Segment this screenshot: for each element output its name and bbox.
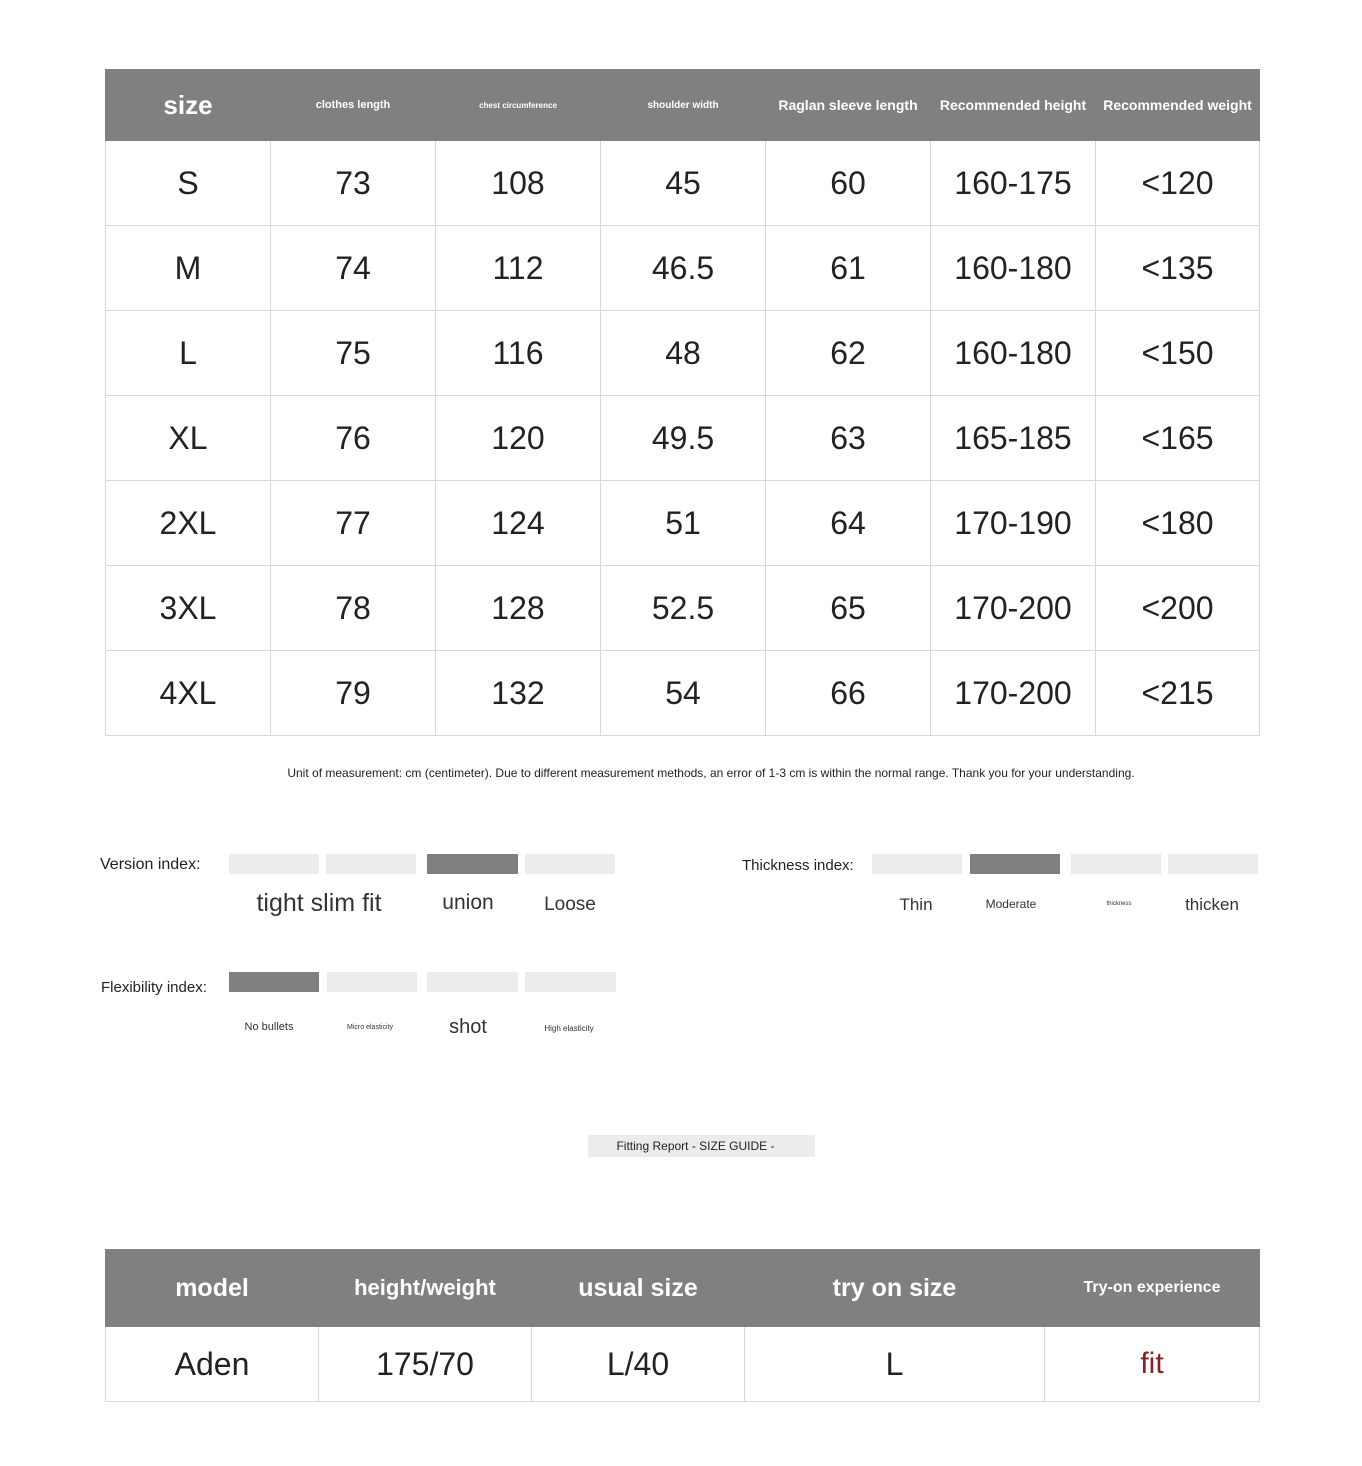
size-chart-header-row bbox=[106, 70, 1260, 141]
cell: 66 bbox=[766, 651, 931, 736]
header-size: size bbox=[106, 70, 271, 141]
version-level-3-bar bbox=[427, 854, 518, 874]
fitting-report-title-text: Fitting Report - SIZE GUIDE - bbox=[616, 1139, 775, 1153]
thickness-index-label: Thickness index: bbox=[742, 857, 854, 874]
cell: 60 bbox=[766, 141, 931, 226]
cell: 64 bbox=[766, 481, 931, 566]
cell: 76 bbox=[271, 396, 436, 481]
header-try-on-size: try on size bbox=[745, 1250, 1045, 1327]
measurement-note: Unit of measurement: cm (centimeter). Due to different measurement methods, an error of 1-3 cm is within the normal range. Thank you for your understanding. bbox=[287, 766, 1135, 780]
header-recommended-height: Recommended height bbox=[931, 70, 1096, 141]
table-row bbox=[106, 311, 1260, 396]
flexibility-option-micro-elasticity: Micro elasticity bbox=[347, 1024, 393, 1031]
cell: <200 bbox=[1096, 566, 1260, 651]
cell: 49.5 bbox=[601, 396, 766, 481]
table-row bbox=[106, 226, 1260, 311]
cell: <165 bbox=[1096, 396, 1260, 481]
thickness-option-thickness: thickness bbox=[1106, 901, 1132, 907]
thickness-level-2-bar bbox=[970, 854, 1060, 874]
cell: 128 bbox=[436, 566, 601, 651]
version-level-1-bar bbox=[229, 854, 319, 874]
cell: 51 bbox=[601, 481, 766, 566]
flexibility-level-2-bar bbox=[327, 972, 417, 992]
version-option-loose: Loose bbox=[544, 894, 596, 915]
cell: 170-200 bbox=[931, 566, 1096, 651]
cell: 132 bbox=[436, 651, 601, 736]
header-chest-circumference: chest circumference bbox=[436, 70, 601, 141]
thickness-level-4-bar bbox=[1168, 854, 1258, 874]
flexibility-level-3-bar bbox=[427, 972, 518, 992]
cell: 79 bbox=[271, 651, 436, 736]
version-index-label: Version index: bbox=[100, 856, 201, 873]
table-row bbox=[106, 566, 1260, 651]
cell: 75 bbox=[271, 311, 436, 396]
thickness-level-1-bar bbox=[872, 854, 962, 874]
cell: <120 bbox=[1096, 141, 1260, 226]
flexibility-option-shot: shot bbox=[449, 1016, 487, 1038]
cell: 77 bbox=[271, 481, 436, 566]
table-row bbox=[106, 481, 1260, 566]
cell-usual-size: L/40 bbox=[532, 1327, 745, 1402]
cell-height-weight: 175/70 bbox=[319, 1327, 532, 1402]
cell: 160-180 bbox=[931, 311, 1096, 396]
model-table-header-row bbox=[106, 1250, 1260, 1327]
version-level-2-bar bbox=[326, 854, 416, 874]
title-tab-decoration bbox=[775, 1135, 815, 1157]
table-row bbox=[106, 1327, 1260, 1402]
cell: 73 bbox=[271, 141, 436, 226]
cell: 65 bbox=[766, 566, 931, 651]
cell: 160-180 bbox=[931, 226, 1096, 311]
cell: 78 bbox=[271, 566, 436, 651]
header-height-weight: height/weight bbox=[319, 1250, 532, 1327]
cell: 54 bbox=[601, 651, 766, 736]
header-usual-size: usual size bbox=[532, 1250, 745, 1327]
header-try-on-experience: Try-on experience bbox=[1045, 1250, 1260, 1327]
fitting-report-title bbox=[588, 1135, 815, 1157]
cell: 63 bbox=[766, 396, 931, 481]
cell-model-name: Aden bbox=[106, 1327, 319, 1402]
version-level-4-bar bbox=[525, 854, 615, 874]
cell: 124 bbox=[436, 481, 601, 566]
cell: <180 bbox=[1096, 481, 1260, 566]
cell: <150 bbox=[1096, 311, 1260, 396]
cell: 170-200 bbox=[931, 651, 1096, 736]
cell: 61 bbox=[766, 226, 931, 311]
thickness-option-thicken: thicken bbox=[1185, 895, 1239, 914]
flexibility-option-no-bullets: No bullets bbox=[244, 1021, 294, 1033]
cell: 108 bbox=[436, 141, 601, 226]
cell: M bbox=[106, 226, 271, 311]
table-row bbox=[106, 651, 1260, 736]
table-row bbox=[106, 396, 1260, 481]
header-shoulder-width: shoulder width bbox=[601, 70, 766, 141]
version-option-union: union bbox=[442, 891, 494, 914]
cell: <135 bbox=[1096, 226, 1260, 311]
cell: S bbox=[106, 141, 271, 226]
cell: L bbox=[106, 311, 271, 396]
cell: 112 bbox=[436, 226, 601, 311]
flexibility-index-label: Flexibility index: bbox=[101, 979, 207, 996]
model-tryon-table bbox=[105, 1249, 1260, 1402]
thickness-option-thin: Thin bbox=[899, 895, 933, 914]
cell: 62 bbox=[766, 311, 931, 396]
header-recommended-weight: Recommended weight bbox=[1096, 70, 1260, 141]
cell: 116 bbox=[436, 311, 601, 396]
flexibility-level-1-bar bbox=[229, 972, 319, 992]
cell-try-on-experience: fit bbox=[1045, 1327, 1260, 1402]
thickness-level-3-bar bbox=[1071, 854, 1161, 874]
cell: 48 bbox=[601, 311, 766, 396]
cell: <215 bbox=[1096, 651, 1260, 736]
cell: 52.5 bbox=[601, 566, 766, 651]
cell: 4XL bbox=[106, 651, 271, 736]
version-option-tight-slim-fit: tight slim fit bbox=[256, 889, 382, 917]
header-raglan-sleeve-length: Raglan sleeve length bbox=[766, 70, 931, 141]
cell: 46.5 bbox=[601, 226, 766, 311]
flexibility-option-high-elasticity: High elasticity bbox=[544, 1024, 594, 1033]
thickness-option-moderate: Moderate bbox=[985, 897, 1037, 911]
size-chart-table bbox=[105, 69, 1260, 736]
cell: 160-175 bbox=[931, 141, 1096, 226]
cell: 120 bbox=[436, 396, 601, 481]
flexibility-level-4-bar bbox=[525, 972, 616, 992]
cell: 2XL bbox=[106, 481, 271, 566]
cell: 170-190 bbox=[931, 481, 1096, 566]
cell-try-on-size: L bbox=[745, 1327, 1045, 1402]
cell: XL bbox=[106, 396, 271, 481]
cell: 74 bbox=[271, 226, 436, 311]
header-clothes-length: clothes length bbox=[271, 70, 436, 141]
cell: 3XL bbox=[106, 566, 271, 651]
cell: 45 bbox=[601, 141, 766, 226]
header-model: model bbox=[106, 1250, 319, 1327]
cell: 165-185 bbox=[931, 396, 1096, 481]
table-row bbox=[106, 141, 1260, 226]
